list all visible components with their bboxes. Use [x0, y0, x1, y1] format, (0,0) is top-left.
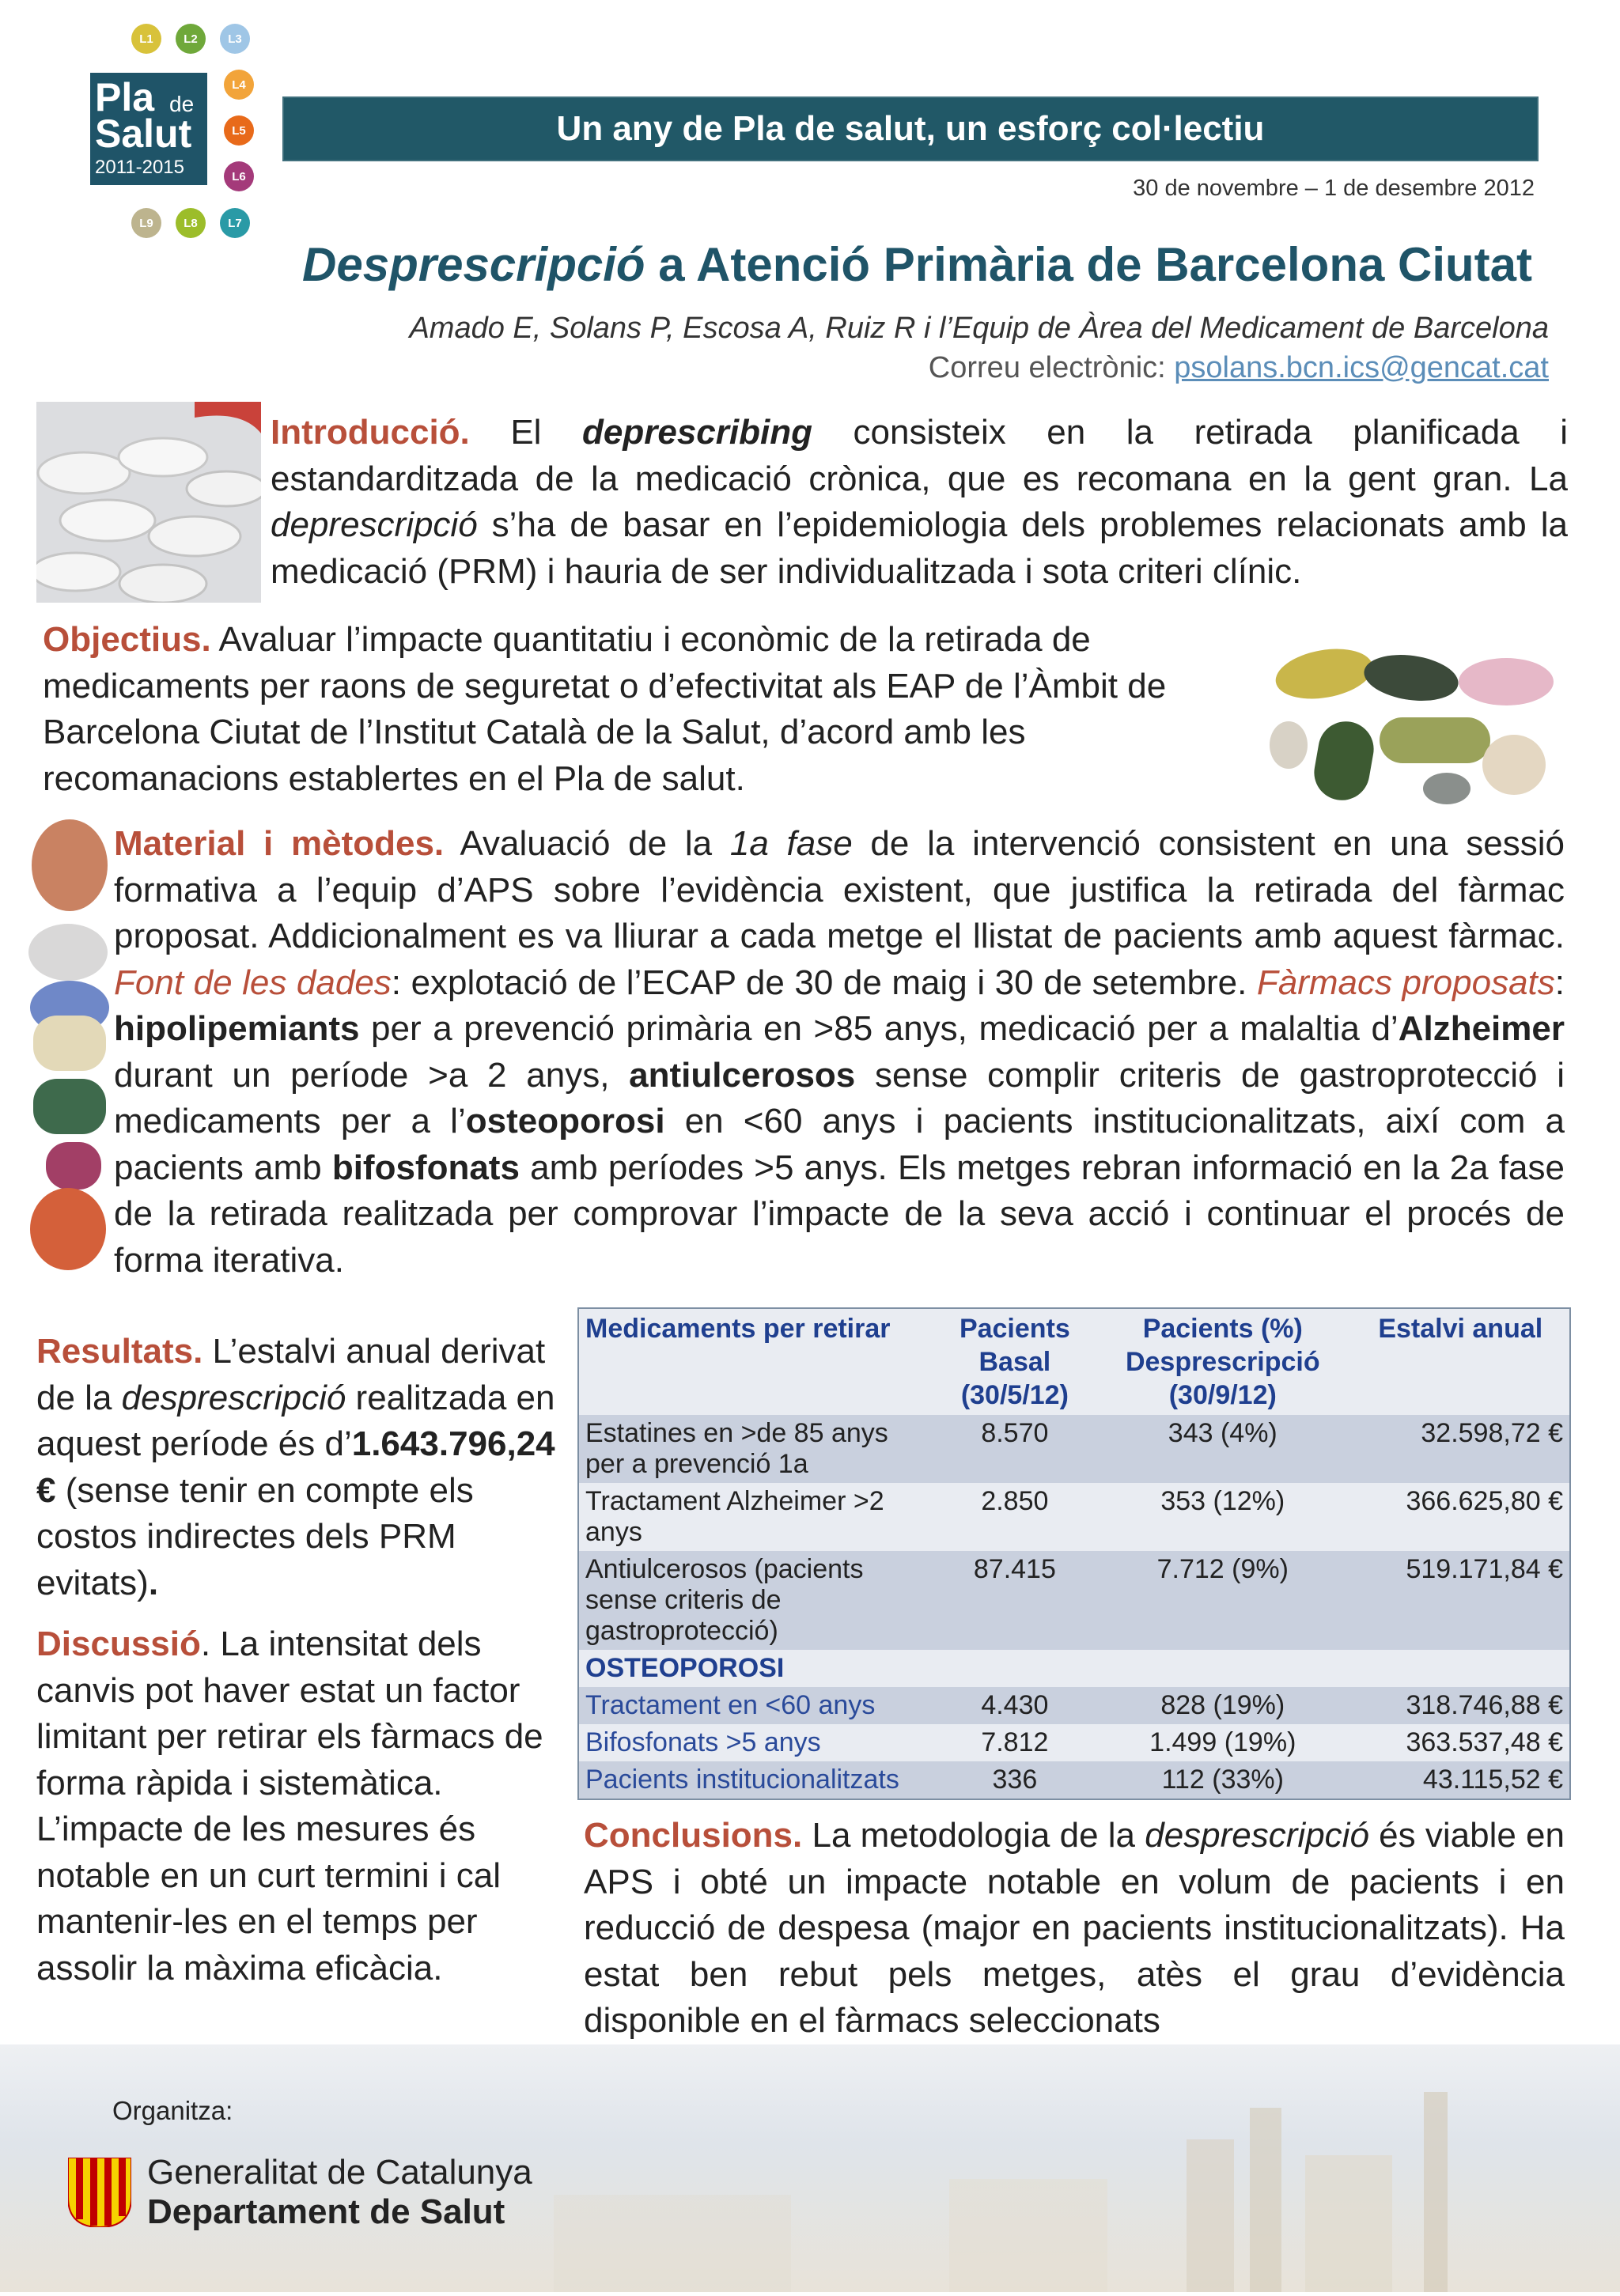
table-cell-basal: 8.570 — [981, 1418, 1049, 1448]
table-section-row — [579, 1650, 1569, 1687]
table-cell-desp: 1.499 (19%) — [1149, 1727, 1296, 1757]
email-label: Correu electrònic: — [928, 351, 1175, 384]
logo-dot: L6 — [224, 161, 254, 191]
logo-dot: L9 — [131, 208, 161, 238]
resultats-text: realitzada en aquest període és d’ — [36, 1378, 555, 1463]
email-line — [929, 351, 1549, 385]
event-date: 30 de novembre – 1 de desembre 2012 — [1133, 176, 1535, 201]
discussio-text: . La intensitat dels canvis pot haver estat un factor limitant per retirar els fàrmacs de forma ràpida i sistemàtica. L’impacte de les mesures és notable en un curt termini i cal mantenir-les en el temps per assolir la màxima eficàcia. — [36, 1625, 543, 1988]
pill-column-icon — [22, 810, 112, 1292]
logo-salut: Salut — [95, 112, 192, 156]
material-text: durant un període >a 2 anys, — [114, 1055, 630, 1095]
table-cell-estalvi: 363.537,48 € — [1406, 1727, 1563, 1757]
resultats-paragraph — [36, 1329, 558, 1606]
table-cell-basal: 87.415 — [973, 1554, 1056, 1584]
material-1a-fase: 1a fase — [729, 824, 853, 863]
material-text: amb períodes >5 anys. Els metges rebran informació en la 2a fase de la retirada realitzada per comprovar l’impacte de la seva acció i continuar el procés de forma iterativa. — [114, 1148, 1565, 1280]
intro-text: s’ha de basar en l’epidemiologia dels problemes relacionats amb la medicació (PRM) i hauria de ser individualitzada i sota criteri clínic. — [271, 505, 1568, 591]
intro-paragraph — [271, 410, 1568, 600]
resultats-text: (sense tenir en compte els costos indirectes dels PRM evitats) — [36, 1470, 474, 1602]
white-pills-image — [36, 402, 261, 603]
intro-desprescripcio: deprescripció — [271, 505, 478, 544]
logo-dot: L7 — [220, 208, 250, 238]
table-cell-estalvi: 318.746,88 € — [1406, 1690, 1563, 1720]
material-heading: Material i mètodes. — [114, 824, 445, 863]
table-cell-estalvi: 32.598,72 € — [1421, 1418, 1563, 1448]
table-row — [579, 1483, 1569, 1551]
logo-pla: Pla — [95, 75, 155, 119]
material-text: de la intervenció consistent en una sessió formativa a l’equip d’APS sobre l’evidència existent, que justifica la retirada del fàrmac proposat. Addicionalment es va lliurar a cada metge el llistat de pacients amb aquest fàrmac. — [114, 824, 1565, 955]
table-cell-name: Antiulcerosos (pacients sense criteris de gastroprotecció) — [585, 1554, 864, 1646]
logo-dot: L5 — [224, 115, 254, 146]
resultats-heading: Resultats. — [36, 1332, 203, 1371]
generalitat-name: Generalitat de Catalunya — [147, 2153, 532, 2192]
conclusions-paragraph — [584, 1813, 1565, 2044]
resultats-total: 1.643.796,24 € — [36, 1424, 555, 1510]
logo-de: de — [169, 92, 195, 116]
material-osteoporosi: osteoporosi — [465, 1102, 665, 1140]
table-cell-name: Pacients institucionalitzats — [585, 1765, 899, 1795]
resultats-text: L’estalvi anual derivat de la — [36, 1332, 546, 1417]
material-text: Avaluació de la — [444, 824, 730, 863]
discussio-heading: Discussió — [36, 1625, 201, 1663]
logo-box — [90, 73, 207, 185]
material-bifosfonats: bifosfonats — [331, 1148, 520, 1187]
table-cell-desp: 112 (33%) — [1161, 1765, 1284, 1795]
title-rest: a Atenció Primària de Barcelona Ciutat — [645, 238, 1533, 291]
table-header-row — [579, 1309, 1569, 1415]
organitza-label: Organitza: — [112, 2096, 233, 2125]
table-header-cell: Pacients Basal (30/5/12) — [936, 1309, 1094, 1415]
material-farmacs-proposats: Fàrmacs proposats — [1256, 963, 1555, 1002]
table-header-cell: Medicaments per retirar — [579, 1309, 936, 1415]
material-paragraph — [114, 821, 1565, 1284]
resultats-desprescripcio: desprescripció — [121, 1378, 346, 1417]
logo-dot: L1 — [131, 24, 161, 54]
material-alzheimer: Alzheimer — [1398, 1009, 1565, 1048]
title-italic: Desprescripció — [302, 238, 645, 291]
table-cell-desp: 343 (4%) — [1168, 1418, 1277, 1448]
conclusions-heading: Conclusions. — [584, 1816, 803, 1855]
department-name: Departament de Salut — [147, 2192, 505, 2231]
logo-dot: L8 — [176, 208, 206, 238]
material-antiulcerosos: antiulcerosos — [629, 1055, 856, 1095]
table-cell-desp: 353 (12%) — [1160, 1486, 1285, 1516]
material-text: sense complir criteris de gastroprotecció i medicaments per a l’ — [114, 1055, 1565, 1140]
conclusions-text: La metodologia de la — [802, 1816, 1145, 1855]
objectius-text: Avaluar l’impacte quantitatiu i econòmic de la retirada de medicaments per raons de seguretat o d’efectivitat als EAP de l’Àmbit de Barcelona Ciutat de l’Institut Català de la Salut, d’acord amb les recomanacions establertes en el Pla de salut. — [43, 620, 1167, 798]
conclusions-desprescripcio: desprescripció — [1145, 1816, 1369, 1855]
material-text: : explotació de l’ECAP de 30 de maig i 30 de setembre. — [391, 963, 1257, 1002]
objectius-paragraph — [43, 617, 1245, 802]
generalitat-logo — [68, 2158, 131, 2227]
intro-text: consisteix en la retirada planificada i estandarditzada de la medicació crònica, que es recomana en la gent gran. La — [271, 413, 1568, 498]
table-row — [579, 1761, 1569, 1799]
email-link[interactable]: psolans.bcn.ics@gencat.cat — [1174, 351, 1549, 384]
header-banner: Un any de Pla de salut, un esforç col·lectiu — [282, 96, 1539, 161]
white-pills-icon — [36, 402, 261, 603]
discussio-paragraph — [36, 1621, 574, 1992]
table-row — [579, 1551, 1569, 1650]
intro-deprescribing: deprescribing — [582, 413, 812, 452]
table-row — [579, 1687, 1569, 1724]
authors: Amado E, Solans P, Escosa A, Ruiz R i l’Equip de Àrea del Medicament de Barcelona — [409, 312, 1549, 345]
table-row — [579, 1724, 1569, 1761]
material-hipolipemiants: hipolipemiants — [114, 1009, 360, 1048]
logo-dot: L4 — [224, 70, 254, 100]
senyera-emblem-icon — [68, 2158, 131, 2227]
table-cell-desp: 7.712 (9%) — [1156, 1554, 1289, 1584]
results-table — [577, 1307, 1571, 1800]
material-text: : — [1554, 963, 1565, 1002]
capsules-image — [1269, 642, 1565, 808]
logo-dot: L3 — [220, 24, 250, 54]
table-header-cell: Pacients (%) Desprescripció (30/9/12) — [1094, 1309, 1352, 1415]
objectius-heading: Objectius. — [43, 620, 211, 659]
intro-heading: Introducció. — [271, 413, 470, 452]
logo-years: 2011-2015 — [95, 157, 184, 178]
capsules-icon — [1269, 642, 1565, 808]
conclusions-text: és viable en APS i obté un impacte notable en volum de pacients i en reducció de despesa (major en pacients institucionalitzats). Ha estat ben rebut pels metges, atès el grau d’evidència disponible en el fàrmacs seleccionats — [584, 1816, 1565, 2040]
table-cell-basal: 336 — [992, 1765, 1038, 1795]
table-cell-name: Tractament Alzheimer >2 anys — [585, 1486, 884, 1547]
resultats-period: . — [148, 1563, 159, 1602]
table-cell-estalvi: 519.171,84 € — [1406, 1554, 1563, 1584]
table-cell-basal: 7.812 — [981, 1727, 1049, 1757]
table-cell-basal: 4.430 — [981, 1690, 1049, 1720]
material-text: per a prevenció primària en >85 anys, medicació per a malaltia d’ — [359, 1009, 1399, 1048]
table-cell-estalvi: 366.625,80 € — [1406, 1486, 1563, 1516]
intro-text: El — [469, 413, 583, 452]
material-text: en <60 anys i pacients institucionalitzats, així com a pacients amb — [114, 1102, 1565, 1187]
material-font-dades: Font de les dades — [114, 963, 392, 1002]
table-section-label: OSTEOPOROSI — [585, 1653, 785, 1683]
table-cell-desp: 828 (19%) — [1160, 1690, 1285, 1720]
table-cell-basal: 2.850 — [981, 1486, 1049, 1516]
table-header-cell: Estalvi anual — [1352, 1309, 1569, 1415]
table-cell-name: Estatines en >de 85 anys per a prevenció 1a — [585, 1418, 888, 1479]
poster-title — [302, 237, 1552, 292]
table-cell-name: Bifosfonats >5 anys — [585, 1727, 821, 1757]
table-row — [579, 1415, 1569, 1483]
table-cell-name: Tractament en <60 anys — [585, 1690, 876, 1720]
table-cell-estalvi: 43.115,52 € — [1422, 1765, 1563, 1795]
pill-column-image — [22, 810, 112, 1292]
logo-dot: L2 — [176, 24, 206, 54]
